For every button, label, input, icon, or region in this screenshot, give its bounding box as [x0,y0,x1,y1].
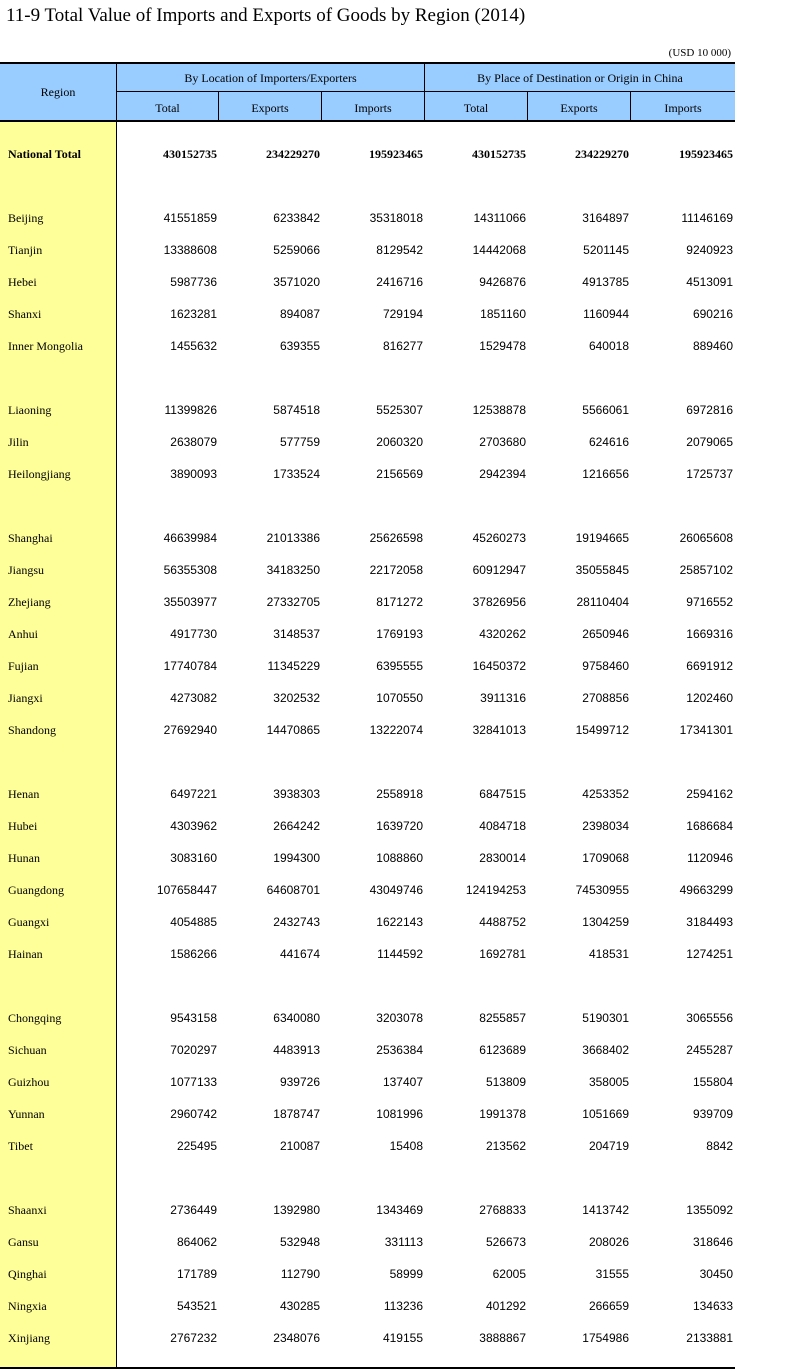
value-cell: 8255857 [479,1011,526,1025]
value-cell: 2348076 [273,1331,320,1345]
value-cell: 60912947 [472,563,526,577]
value-cell: 234229270 [266,147,320,161]
region-name: Inner Mongolia [8,339,83,353]
value-cell: 6233842 [273,211,320,225]
value-cell: 2650946 [582,627,629,641]
value-cell: 1392980 [273,1203,320,1217]
region-name: Anhui [8,627,38,641]
value-cell: 2398034 [582,819,629,833]
value-cell: 5874518 [273,403,320,417]
value-cell: 35055845 [575,563,629,577]
table-row [0,465,735,485]
value-cell: 526673 [485,1235,526,1249]
value-cell: 17341301 [679,723,733,737]
table-row [0,1297,735,1317]
value-cell: 2558918 [376,787,423,801]
page-title: 11-9 Total Value of Imports and Exports of Goods by Region (2014) [6,5,526,26]
value-cell: 112790 [280,1267,320,1281]
value-cell: 1991378 [479,1107,526,1121]
value-cell: 4913785 [582,275,629,289]
value-cell: 1081996 [376,1107,423,1121]
table-row [0,433,735,453]
table-row [0,689,735,709]
table-row [0,657,735,677]
table-row [0,625,735,645]
value-cell: 171789 [176,1267,217,1281]
col-header-total: Total [463,101,489,115]
value-cell: 1733524 [273,467,320,481]
col-header-exports: Exports [560,101,598,115]
value-cell: 418531 [588,947,629,961]
value-cell: 6340080 [273,1011,320,1025]
value-cell: 1202460 [686,691,733,705]
value-cell: 513809 [485,1075,526,1089]
value-cell: 543521 [176,1299,217,1313]
value-cell: 1851160 [480,307,526,321]
value-cell: 6497221 [170,787,217,801]
value-cell: 1586266 [170,947,217,961]
value-cell: 45260273 [472,531,526,545]
value-cell: 195923465 [679,147,733,161]
value-cell: 31555 [595,1267,629,1281]
value-cell: 1355092 [686,1203,733,1217]
value-cell: 1413742 [582,1203,629,1217]
value-cell: 5987736 [170,275,217,289]
table-row [0,785,735,805]
value-cell: 1070550 [376,691,423,705]
value-cell: 124194253 [465,883,526,897]
region-name: Hebei [8,275,37,289]
value-cell: 2455287 [686,1043,733,1057]
value-cell: 12538878 [472,403,526,417]
value-cell: 27692940 [163,723,217,737]
value-cell: 430152735 [163,147,217,161]
value-cell: 1709068 [582,851,629,865]
value-cell: 2830014 [479,851,526,865]
value-cell: 58999 [389,1267,423,1281]
table-row [0,945,735,965]
top-rule [0,62,735,64]
value-cell: 2594162 [686,787,733,801]
value-cell: 1669316 [686,627,733,641]
value-cell: 49663299 [679,883,733,897]
header-middle-rule [117,91,735,92]
value-cell: 729194 [382,307,423,321]
table-row [0,817,735,837]
region-name: Guizhou [8,1075,50,1089]
table-row [0,209,735,229]
table-row [0,1137,735,1157]
table-row [0,849,735,869]
value-cell: 4084718 [479,819,526,833]
table-row [0,721,735,741]
value-cell: 2416716 [376,275,423,289]
value-cell: 318646 [692,1235,733,1249]
col-header-imports: Imports [354,101,392,115]
value-cell: 3668402 [582,1043,629,1057]
region-name: Xinjiang [8,1331,50,1345]
region-name: Gansu [8,1235,39,1249]
value-cell: 5201145 [583,243,629,257]
bottom-rule [0,1367,735,1369]
value-cell: 3202532 [273,691,320,705]
value-cell: 134633 [692,1299,733,1313]
value-cell: 532948 [279,1235,320,1249]
value-cell: 624616 [588,435,629,449]
region-name: Guangxi [8,915,50,929]
value-cell: 30450 [699,1267,733,1281]
region-name: Yunnan [8,1107,45,1121]
table-row [0,337,735,357]
table-row [0,561,735,581]
table-row [0,1105,735,1125]
value-cell: 1274251 [686,947,733,961]
value-cell: 74530955 [575,883,629,897]
value-cell: 1692781 [479,947,526,961]
value-cell: 939726 [279,1075,320,1089]
value-cell: 3888867 [479,1331,526,1345]
value-cell: 2960742 [170,1107,217,1121]
value-cell: 4054885 [170,915,217,929]
value-cell: 2638079 [170,435,217,449]
table-row [0,241,735,261]
value-cell: 14442068 [472,243,526,257]
value-cell: 1077133 [170,1075,217,1089]
value-cell: 5259066 [273,243,320,257]
value-cell: 4483913 [273,1043,320,1057]
value-cell: 690216 [692,307,733,321]
region-header: Region [40,85,76,99]
region-name: Beijing [8,211,44,225]
value-cell: 2432743 [273,915,320,929]
value-cell: 1725737 [686,467,733,481]
value-cell: 56355308 [163,563,217,577]
value-cell: 3203078 [376,1011,423,1025]
value-cell: 9543158 [170,1011,217,1025]
value-cell: 266659 [588,1299,629,1313]
value-cell: 3890093 [170,467,217,481]
table-row [0,401,735,421]
unit-label: (USD 10 000) [668,47,731,59]
value-cell: 2767232 [170,1331,217,1345]
table-row [0,913,735,933]
value-cell: 4303962 [170,819,217,833]
value-cell: 3083160 [170,851,217,865]
value-cell: 26065608 [679,531,733,545]
value-cell: 225495 [176,1139,217,1153]
region-name: Shaanxi [8,1203,47,1217]
value-cell: 195923465 [369,147,423,161]
region-name: Liaoning [8,403,52,417]
value-cell: 21013386 [266,531,320,545]
value-cell: 4513091 [686,275,733,289]
region-name: Shanxi [8,307,42,321]
region-name: Sichuan [8,1043,47,1057]
value-cell: 331113 [384,1235,423,1249]
value-cell: 3065556 [686,1011,733,1025]
region-name: National Total [8,147,82,161]
value-cell: 35318018 [369,211,423,225]
value-cell: 155804 [692,1075,733,1089]
region-name: Jiangsu [8,563,44,577]
table-row [0,1201,735,1221]
region-name: Zhejiang [8,595,51,609]
table-row [0,1009,735,1029]
value-cell: 28110404 [576,595,629,609]
region-name: Hainan [8,947,43,961]
value-cell: 19194665 [575,531,629,545]
value-cell: 1878747 [273,1107,320,1121]
table-row [0,1041,735,1061]
value-cell: 2536384 [376,1043,423,1057]
region-name: Qinghai [8,1267,47,1281]
value-cell: 441674 [279,947,320,961]
value-cell: 137407 [382,1075,423,1089]
col-header-imports: Imports [664,101,702,115]
group-header-location: By Location of Importers/Exporters [184,71,357,85]
value-cell: 1455632 [170,339,217,353]
value-cell: 2736449 [170,1203,217,1217]
value-cell: 1144592 [377,947,423,961]
value-cell: 7020297 [170,1043,217,1057]
region-name: Chongqing [8,1011,62,1025]
value-cell: 3571020 [273,275,320,289]
value-cell: 3911316 [480,691,526,705]
value-cell: 9716552 [686,595,733,609]
value-cell: 8171272 [376,595,423,609]
value-cell: 6395555 [376,659,423,673]
region-name: Jiangxi [8,691,43,705]
value-cell: 64608701 [266,883,320,897]
value-cell: 2664242 [273,819,320,833]
table-row [0,145,735,165]
value-cell: 401292 [485,1299,526,1313]
value-cell: 43049746 [369,883,423,897]
value-cell: 204719 [588,1139,629,1153]
value-cell: 32841013 [472,723,526,737]
table-row [0,305,735,325]
region-name: Shandong [8,723,56,737]
value-cell: 62005 [492,1267,526,1281]
value-cell: 1754986 [582,1331,629,1345]
value-cell: 6691912 [686,659,733,673]
region-name: Shanghai [8,531,53,545]
value-cell: 1343469 [376,1203,423,1217]
table-row [0,1265,735,1285]
value-cell: 864062 [176,1235,217,1249]
value-cell: 25626598 [369,531,423,545]
value-cell: 9426876 [479,275,526,289]
value-cell: 1051669 [582,1107,629,1121]
value-cell: 210087 [279,1139,320,1153]
value-cell: 5190301 [582,1011,629,1025]
group-header-destination: By Place of Destination or Origin in China [477,71,683,85]
value-cell: 6123689 [479,1043,526,1057]
value-cell: 1304259 [582,915,629,929]
value-cell: 3164897 [582,211,629,225]
value-cell: 1769193 [376,627,423,641]
data-table [0,62,735,1369]
value-cell: 1686684 [686,819,733,833]
value-cell: 1088860 [376,851,423,865]
value-cell: 35503977 [163,595,217,609]
value-cell: 1639720 [376,819,423,833]
value-cell: 889460 [692,339,733,353]
region-name: Tibet [8,1139,33,1153]
value-cell: 6972816 [686,403,733,417]
value-cell: 14470865 [266,723,320,737]
value-cell: 208026 [588,1235,629,1249]
value-cell: 2942394 [479,467,526,481]
value-cell: 14311066 [473,211,526,225]
value-cell: 9758460 [582,659,629,673]
value-cell: 15499712 [575,723,629,737]
value-cell: 894087 [279,307,320,321]
value-cell: 16450372 [472,659,526,673]
region-name: Guangdong [8,883,64,897]
value-cell: 46639984 [163,531,217,545]
value-cell: 6847515 [479,787,526,801]
value-cell: 1529478 [479,339,526,353]
region-name: Hunan [8,851,40,865]
value-cell: 3184493 [686,915,733,929]
col-header-exports: Exports [251,101,289,115]
col-header-total: Total [155,101,180,115]
value-cell: 34183250 [266,563,320,577]
region-name: Ningxia [8,1299,47,1313]
header-bottom-rule [0,120,735,122]
value-cell: 15408 [389,1139,423,1153]
region-name: Tianjin [8,243,43,257]
table-row [0,1233,735,1253]
value-cell: 13388608 [163,243,217,257]
value-cell: 22172058 [369,563,423,577]
region-name: Jilin [8,435,29,449]
value-cell: 4320262 [479,627,526,641]
value-cell: 358005 [588,1075,629,1089]
value-cell: 639355 [279,339,320,353]
value-cell: 213562 [485,1139,526,1153]
value-cell: 11345229 [267,659,320,673]
value-cell: 1994300 [273,851,320,865]
value-cell: 816277 [382,339,423,353]
value-cell: 430152735 [472,147,526,161]
value-cell: 37826956 [472,595,526,609]
value-cell: 234229270 [575,147,629,161]
table-row [0,529,735,549]
value-cell: 11146169 [681,211,733,225]
region-name: Fujian [8,659,39,673]
value-cell: 4273082 [170,691,217,705]
value-cell: 113236 [383,1299,423,1313]
value-cell: 8842 [706,1139,733,1153]
value-cell: 3938303 [273,787,320,801]
value-cell: 4917730 [170,627,217,641]
value-cell: 2708856 [582,691,629,705]
value-cell: 11399826 [164,403,217,417]
value-cell: 2156569 [376,467,423,481]
value-cell: 5566061 [582,403,629,417]
value-cell: 1120946 [687,851,733,865]
value-cell: 2079065 [686,435,733,449]
value-cell: 939709 [692,1107,733,1121]
value-cell: 2133881 [686,1331,733,1345]
value-cell: 2768833 [479,1203,526,1217]
value-cell: 13222074 [369,723,423,737]
value-cell: 430285 [279,1299,320,1313]
value-cell: 1216656 [582,467,629,481]
value-cell: 1623281 [170,307,217,321]
value-cell: 3148537 [273,627,320,641]
value-cell: 107658447 [156,883,217,897]
value-cell: 577759 [279,435,320,449]
region-name: Hubei [8,819,38,833]
value-cell: 17740784 [163,659,217,673]
value-cell: 9240923 [686,243,733,257]
value-cell: 2703680 [479,435,526,449]
region-name: Heilongjiang [8,467,71,481]
table-row [0,1329,735,1349]
value-cell: 41551859 [163,211,217,225]
value-cell: 640018 [588,339,629,353]
region-name: Henan [8,787,40,801]
value-cell: 27332705 [266,595,320,609]
table-row [0,1073,735,1093]
value-cell: 4488752 [479,915,526,929]
value-cell: 1160944 [583,307,629,321]
table-row [0,881,735,901]
table-row [0,273,735,293]
table-row [0,593,735,613]
value-cell: 25857102 [679,563,733,577]
value-cell: 5525307 [376,403,423,417]
value-cell: 2060320 [376,435,423,449]
value-cell: 4253352 [582,787,629,801]
value-cell: 8129542 [376,243,423,257]
value-cell: 1622143 [376,915,423,929]
value-cell: 419155 [382,1331,423,1345]
